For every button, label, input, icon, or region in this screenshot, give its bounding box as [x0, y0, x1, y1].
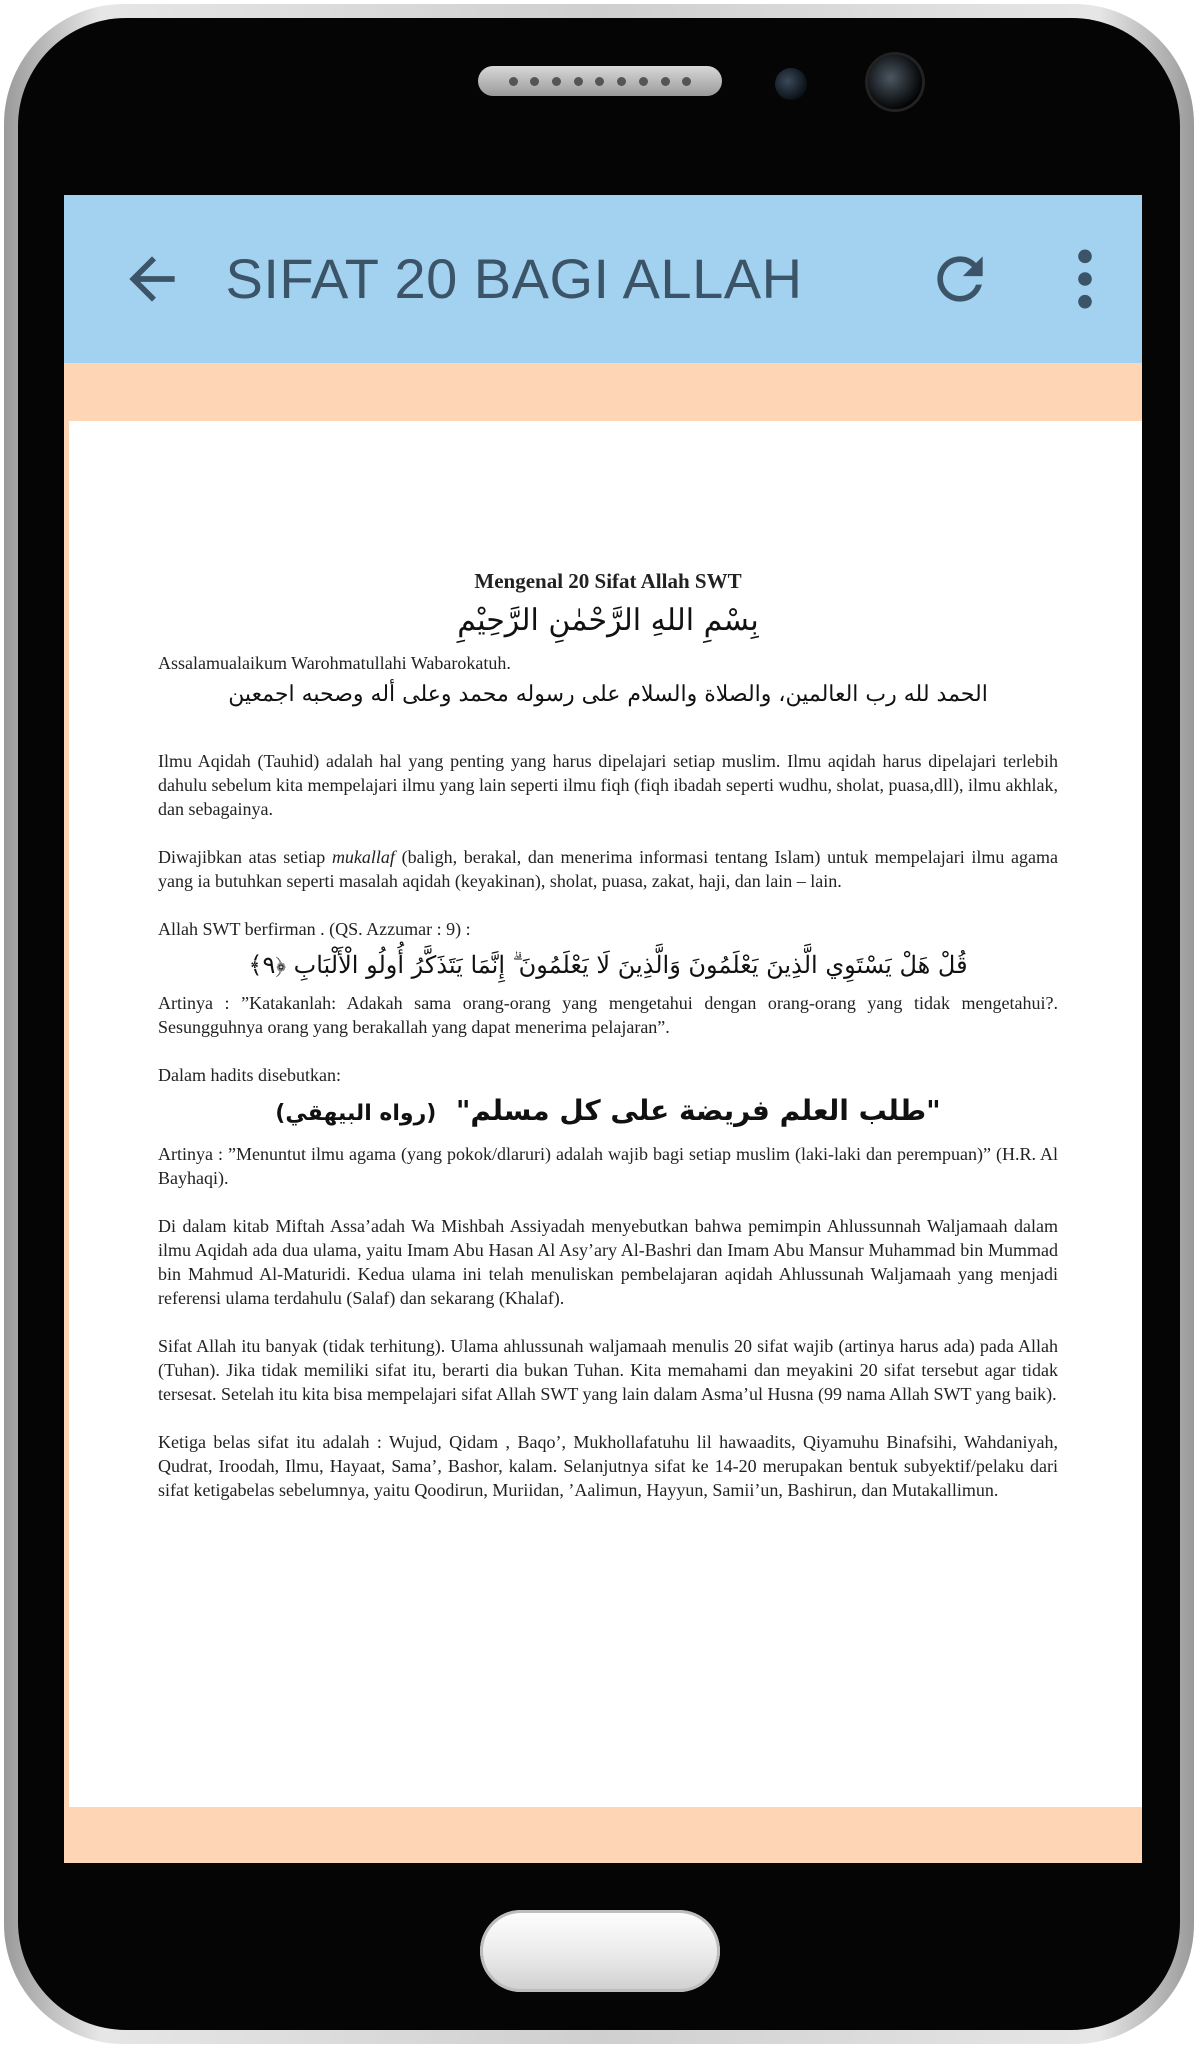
mukallaf-term: mukallaf [331, 847, 395, 867]
paragraph-aqidah: Ilmu Aqidah (Tauhid) adalah hal yang penting yang harus dipelajari setiap muslim. Ilmu aqidah harus dipelajari terlebih dahulu sebelum kita mempelajari ilmu yang lain seperti ilmu fiqh (fiqh ibadah seperti wudhu, sholat, puasa,dll), ilmu akhlak, dan sebagainya. [158, 751, 1058, 819]
app-bar [64, 195, 1142, 363]
hadith-source: (رواه البيهقي) [275, 1101, 437, 1126]
document-content [158, 569, 1058, 1526]
firman-intro: Allah SWT berfirman . (QS. Azzumar : 9) : [158, 919, 471, 939]
quran-verse: قُلْ هَلْ يَسْتَوِي الَّذِينَ يَعْلَمُونَ وَالَّذِينَ لَا يَعْلَمُونَ ۗ إِنَّمَا يَتَذَكَّرُ أُولُو الْأَلْبَابِ ﴿٩﴾ [248, 951, 968, 979]
home-button[interactable] [480, 1910, 720, 1992]
document-page[interactable] [69, 421, 1142, 1807]
hadith-translation: Artinya : ”Menuntut ilmu agama (yang pokok/dlaruri) adalah wajib bagi setiap muslim (laki-laki dan perempuan)” (H.R. Al Bayhaqi). [158, 1144, 1058, 1188]
greeting: Assalamualaikum Warohmatullahi Wabarokatuh. [158, 653, 511, 673]
basmala: بِسْمِ اللهِ الرَّحْمٰنِ الرَّحِيْمِ [457, 603, 759, 638]
back-arrow-icon[interactable] [118, 245, 186, 313]
paragraph-miftah: Di dalam kitab Miftah Assa’adah Wa Mishbah Assiyadah menyebutkan bahwa pemimpin Ahlussunnah Waljamaah dalam ilmu Aqidah ada dua ulama, yaitu Imam Abu Hasan Al Asy’ary Al-Bashri dan Imam Abu Mansur Muhammad bin Mummad bin Mahmud Al-Maturidi. Kedua ulama ini telah menuliskan pembelajaran aqidah Ahlussunah Waljamaah yang menjadi referensi ulama terdahulu (Salaf) dan sekarang (Khalaf). [158, 1216, 1058, 1308]
bottom-margin-band [64, 1807, 1142, 1863]
hamdalah: الحمد لله رب العالمين، والصلاة والسلام على رسوله محمد وعلى أله وصحبه اجمعين [228, 682, 988, 707]
screen [64, 195, 1142, 1863]
verse-translation: Artinya : ”Katakanlah: Adakah sama orang-orang yang mengetahui dengan orang-orang yang tidak mengetahui?. Sesungguhnya orang yang berakallah yang dapat menerima pelajaran”. [158, 993, 1058, 1037]
paragraph-ketiga-belas: Ketiga belas sifat itu adalah : Wujud, Qidam , Baqo’, Mukhollafatuhu lil hawaadits, Qiyamuhu Binafsihi, Wahdaniyah, Qudrat, Iroodah, Ilmu, Hayaat, Sama’, Bashor, kalam. Selanjutnya sifat ke 14-20 merupakan bentuk subyektif/pelaku dari sifat ketigabelas sebelumnya, yaitu Qoodirun, Muriidan, ’Aalimun, Hayyun, Samii’un, Bashirun, dan Mutakallimun. [158, 1432, 1058, 1500]
more-vert-icon[interactable] [1068, 245, 1102, 313]
proximity-sensor [775, 68, 807, 100]
top-margin-band [64, 363, 1142, 421]
earpiece-speaker [478, 66, 722, 96]
document-title: Mengenal 20 Sifat Allah SWT [474, 569, 742, 593]
refresh-icon[interactable] [926, 245, 994, 313]
paragraph-sifat: Sifat Allah itu banyak (tidak terhitung). Ulama ahlussunah waljamaah menulis 20 sifat wajib (artinya harus ada) pada Allah (Tuhan). Jika tidak memiliki sifat itu, berarti dia bukan Tuhan. Kita memahami dan meyakini 20 sifat tersebut agar tidak tersesat. Setelah itu kita bisa mempelajari sifat Allah SWT yang lain dalam Asma’ul Husna (99 nama Allah SWT yang baik). [158, 1336, 1058, 1404]
hadith-text [158, 1089, 1058, 1136]
paragraph-mukallaf [158, 845, 1058, 893]
front-camera [868, 55, 922, 109]
app-title: SIFAT 20 BAGI ALLAH [225, 247, 803, 310]
hadith-intro: Dalam hadits disebutkan: [158, 1065, 341, 1085]
hadith-arabic: "طلب العلم فريضة على كل مسلم" [455, 1094, 941, 1127]
paragraph-mukallaf-text-1: Diwajibkan atas setiap [158, 847, 332, 867]
paragraph-mukallaf-text-2: (baligh, berakal, dan menerima informasi tentang Islam) untuk mempelajari ilmu agama yang ia butuhkan seperti masalah aqidah (keyakinan), sholat, puasa, zakat, haji, dan lain – lain. [158, 847, 1058, 891]
